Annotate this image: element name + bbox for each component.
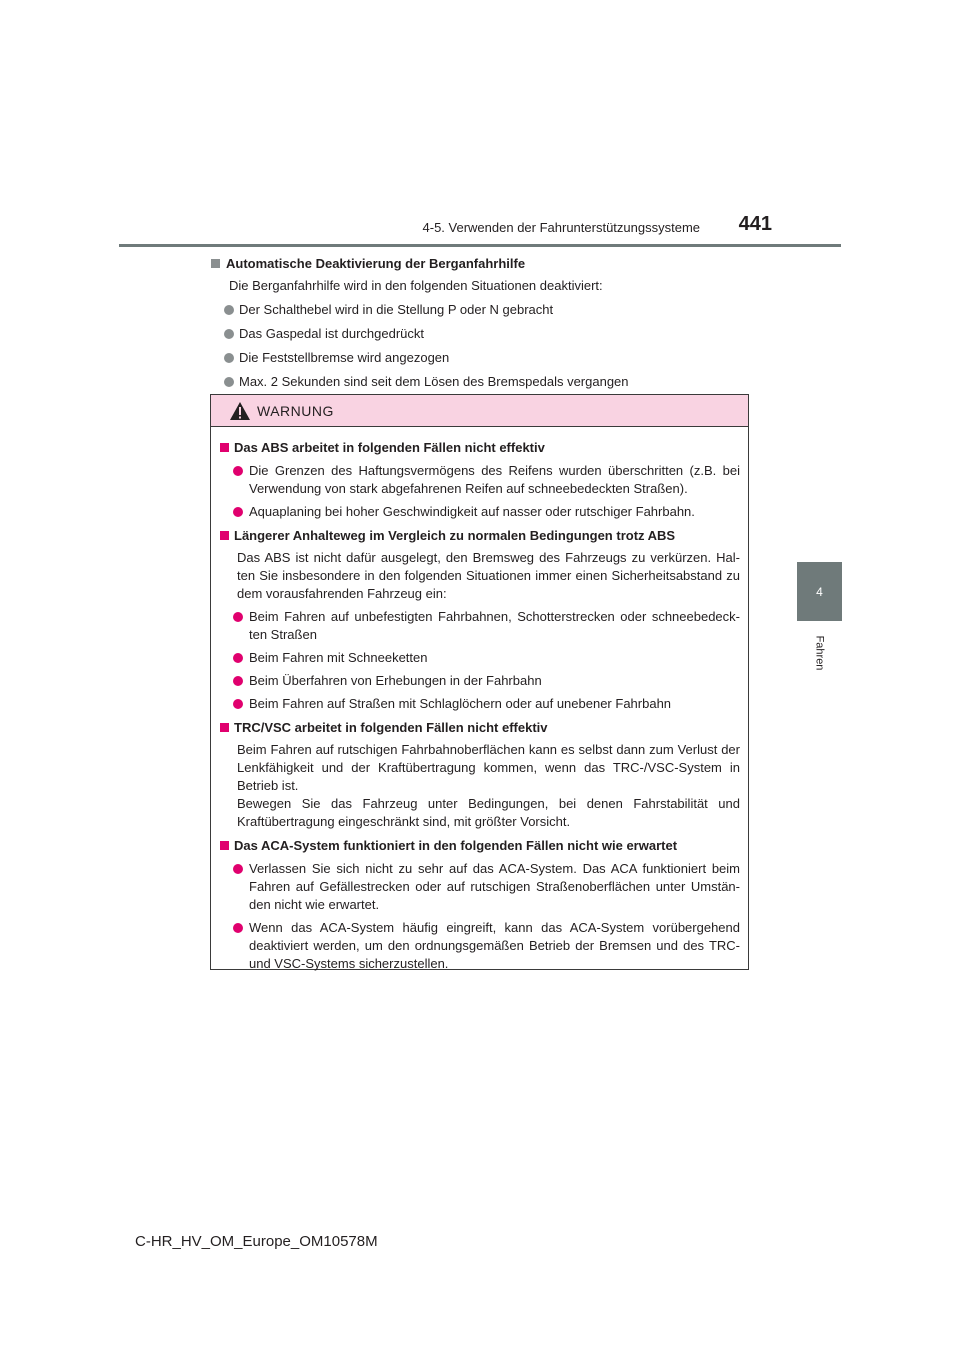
list-item	[224, 349, 751, 367]
list-item-text: Das Gaspedal ist durchgedrückt	[239, 326, 424, 341]
bullet-dot-icon	[224, 353, 234, 363]
list-item	[233, 695, 740, 713]
bullet-dot-icon	[233, 466, 243, 476]
square-bullet-icon	[220, 443, 229, 452]
list-item	[233, 608, 740, 644]
section-intro: Die Berganfahrhilfe wird in den folgenden Situationen deaktiviert:	[229, 278, 603, 293]
list-item	[233, 672, 740, 690]
warning-box	[210, 394, 749, 970]
list-item-text: Beim Fahren auf unbefestigten Fahrbahnen, Schotterstrecken oder schneebedeck-ten Straßen	[249, 609, 740, 642]
warning-section-heading-text: Das ABS arbeitet in folgenden Fällen nicht effektiv	[234, 440, 545, 455]
list-item	[233, 503, 740, 521]
chapter-label-container	[797, 628, 842, 678]
list-item	[224, 325, 751, 343]
list-item	[224, 373, 751, 391]
bullet-dot-icon	[233, 699, 243, 709]
warning-section-heading	[220, 527, 740, 545]
bullet-dot-icon	[224, 329, 234, 339]
list-item	[233, 860, 740, 914]
warning-section-heading	[220, 439, 740, 457]
warning-section-heading-text: TRC/VSC arbeitet in folgenden Fällen nicht effektiv	[234, 720, 548, 735]
section-heading-text: Automatische Deaktivierung der Berganfahrhilfe	[226, 256, 526, 271]
bullet-dot-icon	[233, 653, 243, 663]
warning-triangle-icon	[229, 401, 251, 421]
list-item	[224, 301, 751, 319]
warning-title: WARNUNG	[257, 402, 334, 419]
chapter-tab	[797, 562, 842, 621]
bullet-dot-icon	[224, 377, 234, 387]
square-bullet-icon	[220, 531, 229, 540]
warning-body	[211, 427, 748, 973]
list-item	[233, 919, 740, 973]
list-item-text: Wenn das ACA-System häufig eingreift, kann das ACA-System vorübergehend deaktiviert werden, um den ordnungsgemäßen Betrieb der Bremsen und des TRC- und VSC-Systems sicherzustellen.	[249, 920, 740, 971]
main-content	[211, 255, 751, 391]
list-item-text: Die Feststellbremse wird angezogen	[239, 350, 450, 365]
bullet-dot-icon	[233, 923, 243, 933]
warning-section-heading	[220, 719, 740, 737]
bullet-dot-icon	[233, 612, 243, 622]
header-rule	[119, 244, 841, 247]
section-heading	[211, 255, 751, 273]
paragraph-text: Beim Fahren auf rutschigen Fahrbahnoberflächen kann es selbst dann zum Verlust der Lenkfähigkeit und der Kraftübertragung kommen, wenn das TRC-/VSC-System in Betrieb ist.	[237, 742, 740, 793]
paragraph-text: Bewegen Sie das Fahrzeug unter Bedingungen, bei denen Fahrstabilität und Kraftübertragung eingeschränkt sind, mit größter Vorsicht.	[237, 796, 740, 829]
warning-paragraph	[237, 549, 740, 603]
list-item-text: Die Grenzen des Haftungsvermögens des Reifens wurden überschritten (z.B. bei Verwendung von stark abgefahrenen Reifen auf schneebedeckten Straßen).	[249, 463, 740, 496]
warning-paragraph	[237, 741, 740, 831]
header-title: 4-5. Verwenden der Fahrunterstützungssysteme	[422, 220, 700, 235]
bullet-dot-icon	[233, 507, 243, 517]
page-number: 441	[738, 213, 772, 235]
warning-section-heading	[220, 837, 740, 855]
chapter-label: Fahren	[813, 635, 826, 671]
paragraph-text: Das ABS ist nicht dafür ausgelegt, den Bremsweg des Fahrzeugs zu verkürzen. Hal-ten Sie insbesondere in den folgenden Situationen immer einen Sicherheitsabstand zu dem vorausfahrenden Fahrzeug ein:	[237, 550, 740, 601]
list-item-text: Der Schalthebel wird in die Stellung P oder N gebracht	[239, 302, 554, 317]
bullet-dot-icon	[233, 864, 243, 874]
bullet-dot-icon	[233, 676, 243, 686]
list-item-text: Beim Überfahren von Erhebungen in der Fahrbahn	[249, 673, 542, 688]
list-item-text: Beim Fahren auf Straßen mit Schlaglöchern oder auf unebener Fahrbahn	[249, 696, 672, 711]
square-bullet-icon	[220, 723, 229, 732]
document-code: C-HR_HV_OM_Europe_OM10578M	[135, 1233, 378, 1250]
warning-header	[211, 395, 748, 427]
list-item	[233, 462, 740, 498]
list-item-text: Max. 2 Sekunden sind seit dem Lösen des Bremspedals vergangen	[239, 374, 629, 389]
list-item-text: Aquaplaning bei hoher Geschwindigkeit auf nasser oder rutschiger Fahrbahn.	[249, 504, 695, 519]
square-bullet-icon	[220, 841, 229, 850]
list-item-text: Beim Fahren mit Schneeketten	[249, 650, 428, 665]
warning-section-heading-text: Längerer Anhalteweg im Vergleich zu normalen Bedingungen trotz ABS	[234, 528, 676, 543]
chapter-number: 4	[816, 584, 823, 599]
bullet-dot-icon	[224, 305, 234, 315]
list-item-text: Verlassen Sie sich nicht zu sehr auf das ACA-System. Das ACA funktioniert beim Fahren auf Gefällestrecken oder auf rutschigen Straßenoberflächen unter Umstän-den nicht wie erwartet.	[249, 861, 740, 912]
square-bullet-icon	[211, 259, 220, 268]
warning-section-heading-text: Das ACA-System funktioniert in den folgenden Fällen nicht wie erwartet	[234, 838, 678, 853]
list-item	[233, 649, 740, 667]
